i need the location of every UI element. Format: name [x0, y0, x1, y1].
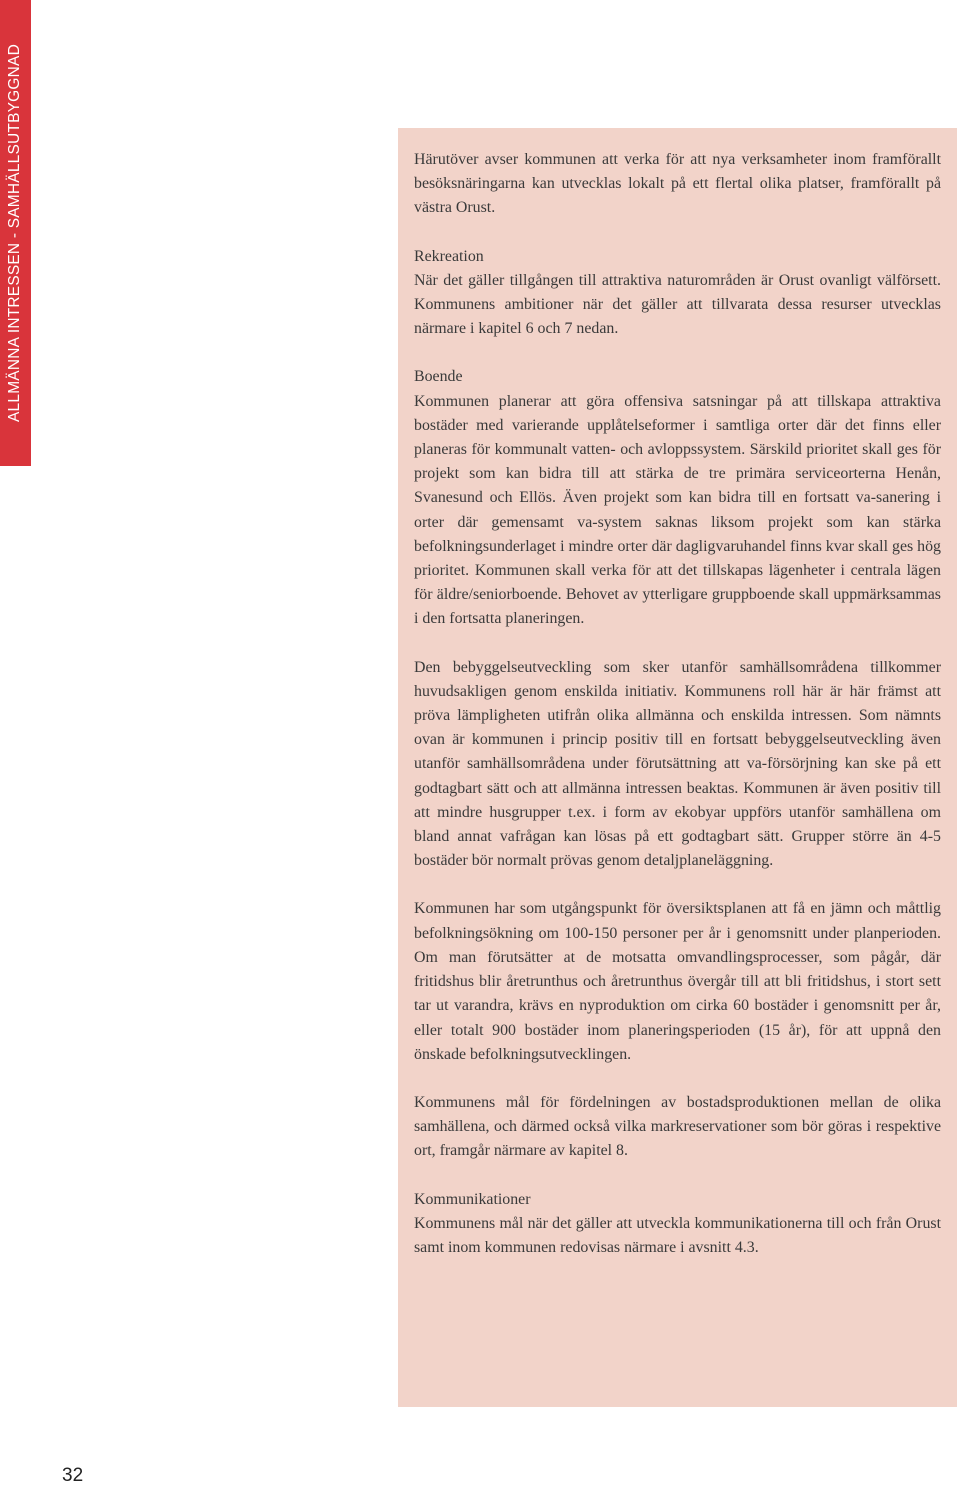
paragraph-boende: [414, 365, 941, 631]
paragraph-tourism: [414, 148, 941, 221]
paragraph-text: Härutöver avser kommunen att verka för att nya verksamheter inom framförallt besöksnäringarna kan utvecklas lokalt på ett flertal olika platser, framförallt på västra Orust.: [414, 151, 941, 217]
section-tab: [0, 0, 31, 466]
section-tab-label: ALLMÄNNA INTRESSEN - SAMHÄLLSUTBYGGNAD: [6, 44, 23, 422]
paragraph-befolkning: [414, 897, 941, 1066]
paragraph-rekreation: [414, 245, 941, 342]
paragraph-text: Kommunens mål när det gäller att utveckla kommunikationerna till och från Orust samt inom kommunen redovisas närmare i avsnitt 4.3.: [414, 1214, 941, 1256]
paragraph-fordelning: [414, 1091, 941, 1164]
page-number: 32: [62, 1465, 84, 1486]
paragraph-text: Kommunen planerar att göra offensiva satsningar på att tillskapa attraktiva bostäder med varierande upplåtelseformer i samtliga orter där det finns eller planeras för kommunalt vatten- och avloppssystem. Särskild prioritet skall ges för projekt som kan bidra till att stärka de tre primära serviceorterna Henån, Svanesund och Ellös. Även projekt som kan bidra till en fortsatt va-sanering i orter där gemensamt va-system saknas liksom projekt som kan stärka befolkningsunderlaget i mindre orter där dagligvaruhandel finns kvar skall ges hög prioritet. Kommunen skall verka för att det tillskapas lägenheter i centrala lägen för äldre/seniorboende. Behovet av ytterligare gruppboende skall uppmärksammas i den fortsatta planeringen.: [414, 392, 941, 628]
section-heading-rekreation: Rekreation: [414, 247, 484, 265]
section-heading-kommunikationer: Kommunikationer: [414, 1190, 531, 1208]
section-heading-boende: Boende: [414, 368, 463, 386]
paragraph-text: Den bebyggelseutveckling som sker utanför samhällsområdena tillkommer huvudsakligen genom enskilda initiativ. Kommunens roll här är här främst att pröva lämpligheten utifrån olika allmänna och enskilda intressen. Som nämnts ovan är kommunen i princip positiv till en fortsatt bebyggelseutveckling även utanför samhällsområdena under förutsättning att va-försörjning kan ske på ett godtagbart sätt och att allmänna intressen beaktas. Kommunen är även positiv till att mindre husgrupper t.ex. i form av ekobyar uppförs utanför samhällena om bland annat vafrågan kan lösas på ett godtagbart sätt. Grupper större än 4-5 bostäder bör normalt prövas genom detaljplaneläggning.: [414, 658, 941, 870]
paragraph-bebyggelse: [414, 656, 941, 874]
paragraph-text: Kommunen har som utgångspunkt för översiktsplanen att få en jämn och måttlig befolkningsökning om 100-150 personer per år i genomsnitt under planperioden. Om man förutsätter at de motsatta omvandlingsprocesser, som pågår, där fritidshus blir åretrunthus och åretrunthus övergår till att bli fritidshus, i stort sett tar ut varandra, krävs en nyproduktion om cirka 60 bostäder i genomsnitt per år, eller totalt 900 bostäder inom planeringsperioden (15 år), för att uppnå den önskade befolkningsutvecklingen.: [414, 900, 941, 1063]
paragraph-text: Kommunens mål för fördelningen av bostadsproduktionen mellan de olika samhällena, och därmed också vilka markreservationer som bör göras i respektive ort, framgår närmare av kapitel 8.: [414, 1093, 941, 1160]
paragraph-text: När det gäller tillgången till attraktiva naturområden är Orust ovanligt välförsett. Kommunens ambitioner när det gäller att tillvarata dessa resurser utvecklas närmare i kapitel 6 och 7 nedan.: [414, 271, 941, 338]
paragraph-kommunikationer: [414, 1188, 941, 1261]
body-text: [414, 148, 941, 1284]
